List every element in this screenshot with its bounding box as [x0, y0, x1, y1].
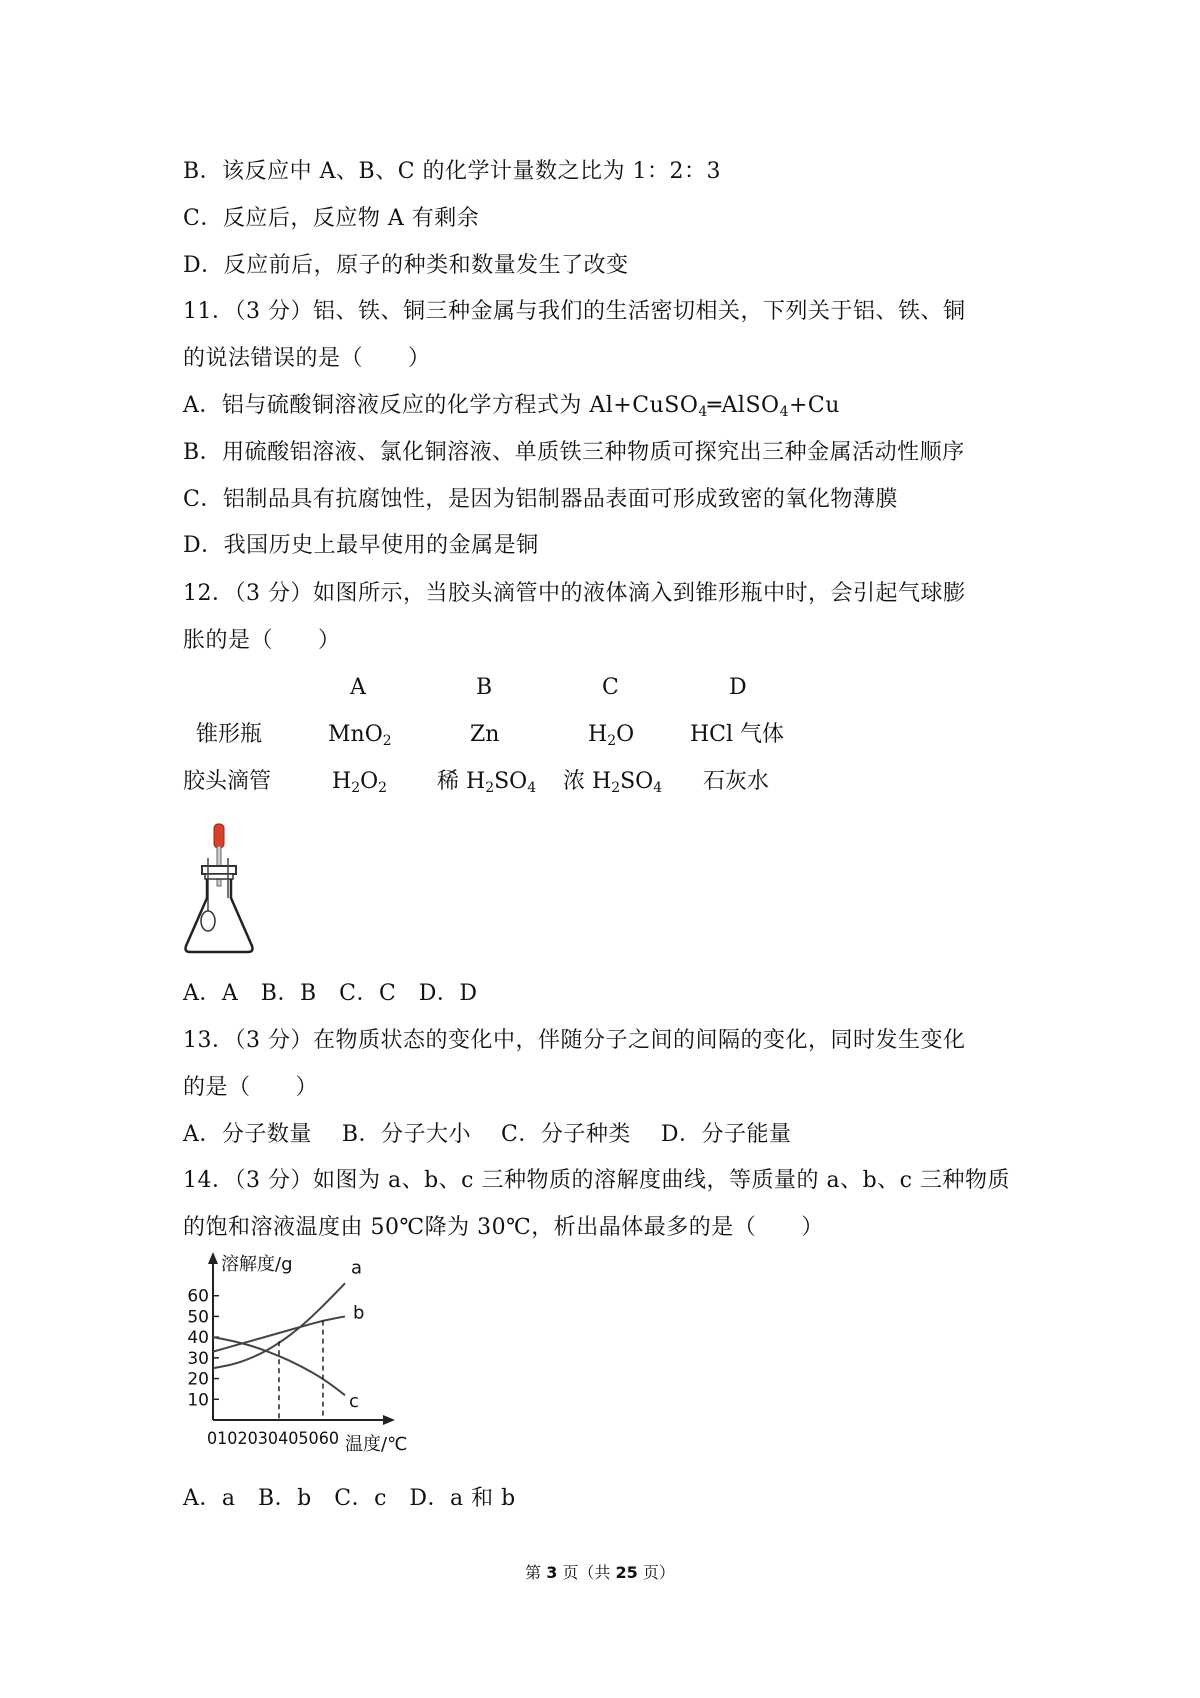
q12-stem-line1: 12．（3 分）如图所示，当胶头滴管中的液体滴入到锥形瓶中时，会引起气球膨: [183, 581, 966, 606]
q11-option-b: B．用硫酸铝溶液、氯化铜溶液、单质铁三种物质可探究出三种金属活动性顺序: [183, 440, 965, 465]
subscript: 4: [779, 404, 789, 420]
curve-label-b: b: [353, 1302, 365, 1324]
q11-option-d: D．我国历史上最早使用的金属是铜: [183, 533, 539, 558]
q11-stem-line1: 11．（3 分）铝、铁、铜三种金属与我们的生活密切相关，下列关于铝、铁、铜: [183, 299, 966, 324]
q11-a-text-2: ═AlSO: [707, 393, 780, 418]
y-tick-label: 10: [187, 1390, 209, 1411]
y-tick-label: 40: [187, 1328, 209, 1349]
curve-b: [213, 1316, 345, 1351]
q12-options: A．A B．B C．C D．D: [183, 981, 478, 1006]
q13-options: A．分子数量 B．分子大小 C．分子种类 D．分子能量: [183, 1122, 792, 1147]
q12-row2-d: 石灰水: [703, 769, 770, 794]
q12-col-d: D: [729, 675, 747, 700]
footer-total-pages: 25: [615, 1563, 638, 1582]
y-tick-label: 50: [187, 1307, 209, 1328]
x-axis-label: 温度/℃: [345, 1434, 408, 1455]
y-axis-arrow-icon: [208, 1252, 218, 1264]
subscript: 4: [698, 404, 708, 420]
q12-row2-a: $H_2O_2$: [332, 769, 388, 796]
y-tick-label: 30: [187, 1348, 209, 1369]
footer-text: 第: [525, 1563, 547, 1582]
q13-stem-line2: 的是（ ）: [183, 1075, 319, 1100]
x-axis-arrow-icon: [383, 1415, 395, 1425]
q12-stem-line2: 胀的是（ ）: [183, 628, 341, 653]
y-tick-label: 60: [187, 1286, 209, 1307]
q12-row1-a: MnO$_2$: [328, 722, 392, 749]
q12-row1-b: Zn: [470, 722, 500, 747]
x-tick-labels: 0102030405060: [207, 1429, 339, 1449]
y-tick-label: 20: [187, 1369, 209, 1390]
q12-col-c: C: [602, 675, 619, 700]
flask-dropper-illustration: [180, 818, 260, 958]
q12-row2-b: 稀 $H_2SO_4$: [437, 769, 537, 796]
q12-row1-d: HCl 气体: [690, 722, 785, 747]
q10-option-d: D．反应前后，原子的种类和数量发生了改变: [183, 253, 629, 278]
q14-stem-line1: 14．（3 分）如图为 a、b、c 三种物质的溶解度曲线，等质量的 a、b、c 三种物质: [183, 1168, 1011, 1193]
curve-label-a: a: [351, 1257, 363, 1279]
q12-row1-label: 锥形瓶: [196, 722, 263, 747]
q10-option-b: B．该反应中 A、B、C 的化学计量数之比为 1：2：3: [183, 159, 722, 184]
q12-row2-c: 浓 $H_2SO_4$: [563, 769, 663, 796]
footer-text: 页）: [637, 1563, 675, 1582]
balloon-icon: [201, 911, 215, 931]
q11-a-text-3: +Cu: [788, 393, 840, 418]
q14-options: A．a B．b C．c D．a 和 b: [183, 1486, 516, 1511]
q12-col-a: A: [350, 675, 366, 700]
q14-stem-line2: 的饱和溶液温度由 50℃降为 30℃，析出晶体最多的是（ ）: [183, 1215, 824, 1240]
q12-col-b: B: [476, 675, 493, 700]
q11-a-text-1: A．铝与硫酸铜溶液反应的化学方程式为 Al+CuSO: [183, 393, 699, 418]
q11-option-a: [183, 390, 840, 422]
q11-option-c: C．铝制品具有抗腐蚀性，是因为铝制器品表面可形成致密的氧化物薄膜: [183, 487, 898, 512]
solubility-chart: [180, 1248, 440, 1468]
q13-stem-line1: 13．（3 分）在物质状态的变化中，伴随分子之间的间隔的变化，同时发生变化: [183, 1028, 966, 1053]
q10-option-c: C．反应后，反应物 A 有剩余: [183, 206, 480, 231]
q12-row1-c: $H_2O$: [588, 722, 635, 749]
footer-page-number: 3: [546, 1563, 558, 1582]
flask-icon: [186, 879, 253, 952]
footer-text: 页（共: [557, 1563, 616, 1582]
y-axis-label: 溶解度/g: [221, 1254, 293, 1275]
q11-stem-line2: 的说法错误的是（ ）: [183, 346, 431, 371]
dropper-bulb-icon: [214, 824, 224, 848]
curve-label-c: c: [349, 1391, 359, 1413]
page-footer: [0, 1560, 1200, 1583]
q12-row2-label: 胶头滴管: [183, 769, 272, 794]
